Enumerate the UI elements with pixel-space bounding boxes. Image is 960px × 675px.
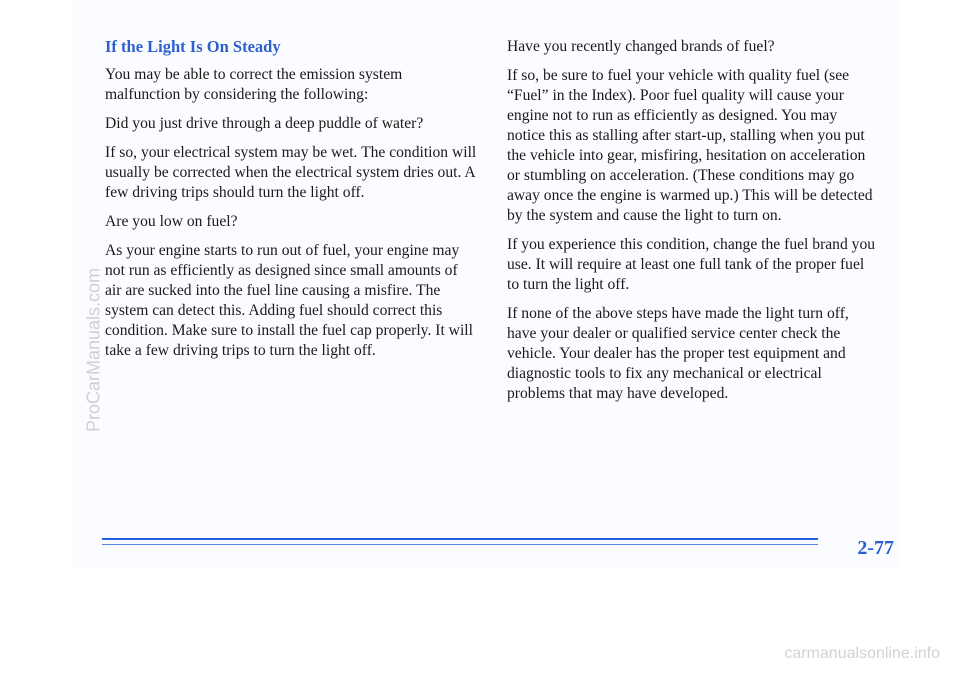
page-number: 2-77: [857, 537, 894, 559]
watermark: ProCarManuals.com: [83, 267, 104, 433]
left-column: [105, 37, 477, 370]
paragraph: If so, be sure to fuel your vehicle with quality fuel (see “Fuel” in the Index). Poor fuel quality will cause your engine not to run as efficiently as designed. You may notice this as stalling after start-up, stalling when you put the vehicle into gear, misfiring, hesitation on acceleration or stumbling on acceleration. (These conditions may go away once the engine is warmed up.) This will be detected by the system and cause the light to turn on.: [507, 67, 873, 224]
section-heading: If the Light Is On Steady: [105, 37, 281, 56]
paragraph: Did you just drive through a deep puddle of water?: [105, 115, 424, 132]
paragraph: If you experience this condition, change the fuel brand you use. It will require at least one full tank of the proper fuel to turn the light off.: [507, 236, 876, 293]
paragraph: You may be able to correct the emission system malfunction by considering the following:: [105, 66, 403, 103]
paragraph: Have you recently changed brands of fuel?: [507, 38, 775, 55]
right-column: [507, 37, 879, 413]
footer-rule: [102, 538, 818, 540]
paragraph: As your engine starts to run out of fuel, your engine may not run as efficiently as designed since small amounts of air are sucked into the fuel line causing a misfire. The system can detect this. Adding fuel should correct this condition. Make sure to install the fuel cap properly. It will take a few driving trips to turn the light off.: [105, 242, 473, 359]
paragraph: If so, your electrical system may be wet. The condition will usually be corrected when the electrical system dries out. A few driving trips should turn the light off.: [105, 144, 477, 201]
paragraph: Are you low on fuel?: [105, 213, 238, 230]
paragraph: If none of the above steps have made the light turn off, have your dealer or qualified service center check the vehicle. Your dealer has the proper test equipment and diagnostic tools to fix any mechanical or electrical problems that may have developed.: [507, 305, 849, 402]
footer-brand: carmanualsonline.info: [784, 645, 940, 662]
footer-rule-thin: [102, 544, 818, 545]
